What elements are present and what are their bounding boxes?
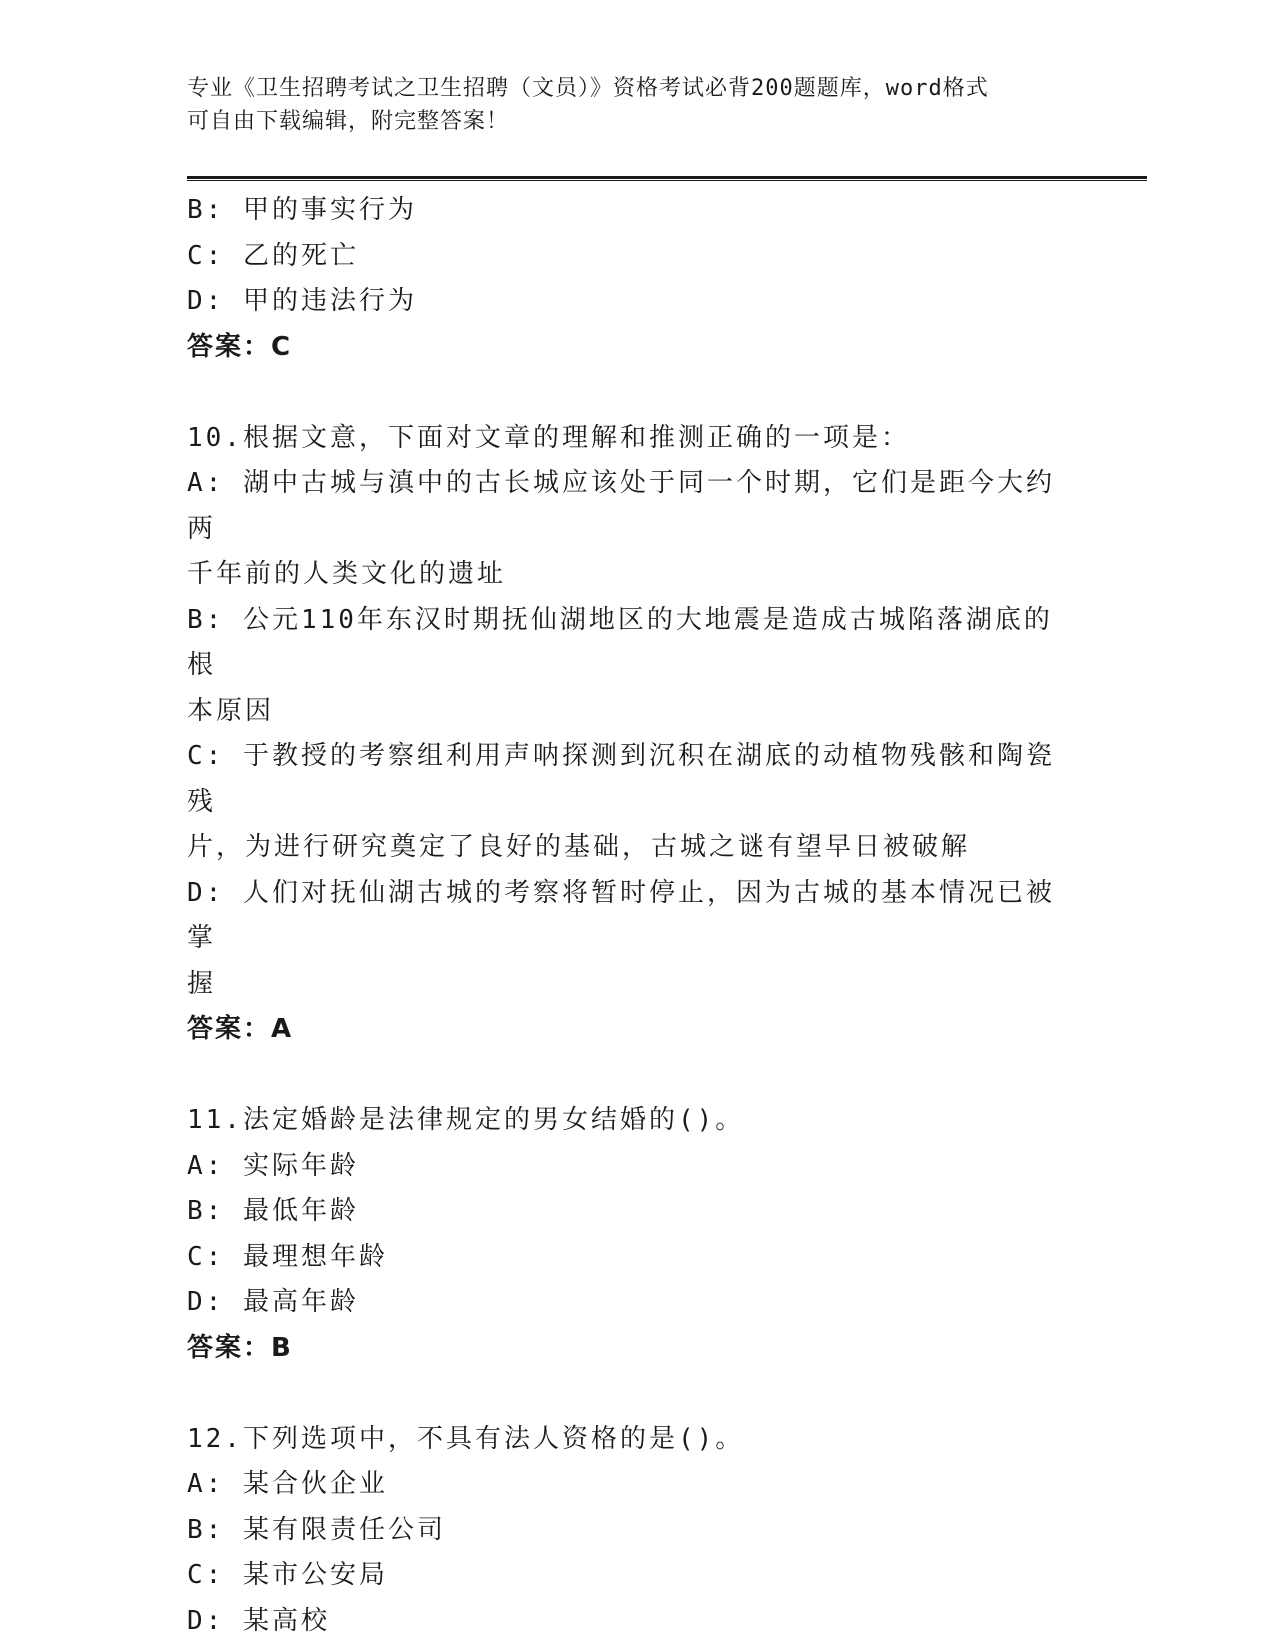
question-stem: 12.下列选项中，不具有法人资格的是()。 bbox=[187, 1423, 745, 1454]
option-a-continued: 千年前的人类文化的遗址 bbox=[187, 559, 507, 589]
option-d: D: 人们对抚仙湖古城的考察将暂时停止，因为古城的基本情况已被掌 bbox=[187, 877, 1055, 953]
option-d: D: 甲的违法行为 bbox=[187, 286, 417, 316]
spacer bbox=[187, 1371, 1067, 1417]
answer-line: 答案：C bbox=[187, 331, 293, 362]
question-12 bbox=[187, 1417, 1067, 1645]
question-list bbox=[187, 188, 1067, 1644]
option-c: C: 于教授的考察组利用声呐探测到沉积在湖底的动植物残骸和陶瓷残 bbox=[187, 741, 1055, 817]
question-11 bbox=[187, 1098, 1067, 1371]
option-c: C: 乙的死亡 bbox=[187, 240, 359, 271]
option-d: D: 最高年龄 bbox=[187, 1287, 359, 1317]
header-title-line-1: 专业《卫生招聘考试之卫生招聘（文员）》资格考试必背200题题库，word格式 bbox=[187, 76, 989, 101]
header-divider bbox=[187, 176, 1147, 181]
option-b: B: 公元110年东汉时期抚仙湖地区的大地震是造成古城陷落湖底的根 bbox=[187, 604, 1053, 680]
option-a: A: 实际年龄 bbox=[187, 1150, 359, 1181]
question-stem: 10.根据文意，下面对文章的理解和推测正确的一项是： bbox=[187, 422, 910, 453]
spacer bbox=[187, 370, 1067, 416]
answer-line: 答案：B bbox=[187, 1332, 293, 1363]
option-c-continued: 片，为进行研究奠定了良好的基础，古城之谜有望早日被破解 bbox=[187, 832, 971, 862]
option-a: A: 某合伙企业 bbox=[187, 1469, 388, 1499]
option-b: B: 最低年龄 bbox=[187, 1196, 359, 1226]
option-b-continued: 本原因 bbox=[187, 695, 275, 726]
option-c: C: 最理想年龄 bbox=[187, 1241, 388, 1272]
option-b: B: 某有限责任公司 bbox=[187, 1514, 446, 1545]
header-title-line-2: 可自由下载编辑，附完整答案！ bbox=[187, 109, 510, 134]
question-stem: 11.法定婚龄是法律规定的男女结婚的()。 bbox=[187, 1105, 745, 1135]
answer-line: 答案：A bbox=[187, 1014, 294, 1044]
question-9-tail bbox=[187, 188, 1067, 370]
option-d: D: 某高校 bbox=[187, 1605, 330, 1636]
spacer bbox=[187, 1053, 1067, 1099]
question-10 bbox=[187, 416, 1067, 1053]
option-d-continued: 握 bbox=[187, 968, 217, 999]
option-a: A: 湖中古城与滇中的古长城应该处于同一个时期，它们是距今大约两 bbox=[187, 468, 1055, 544]
document-header bbox=[187, 72, 1067, 138]
option-b: B: 甲的事实行为 bbox=[187, 195, 417, 225]
option-c: C: 某市公安局 bbox=[187, 1560, 388, 1590]
